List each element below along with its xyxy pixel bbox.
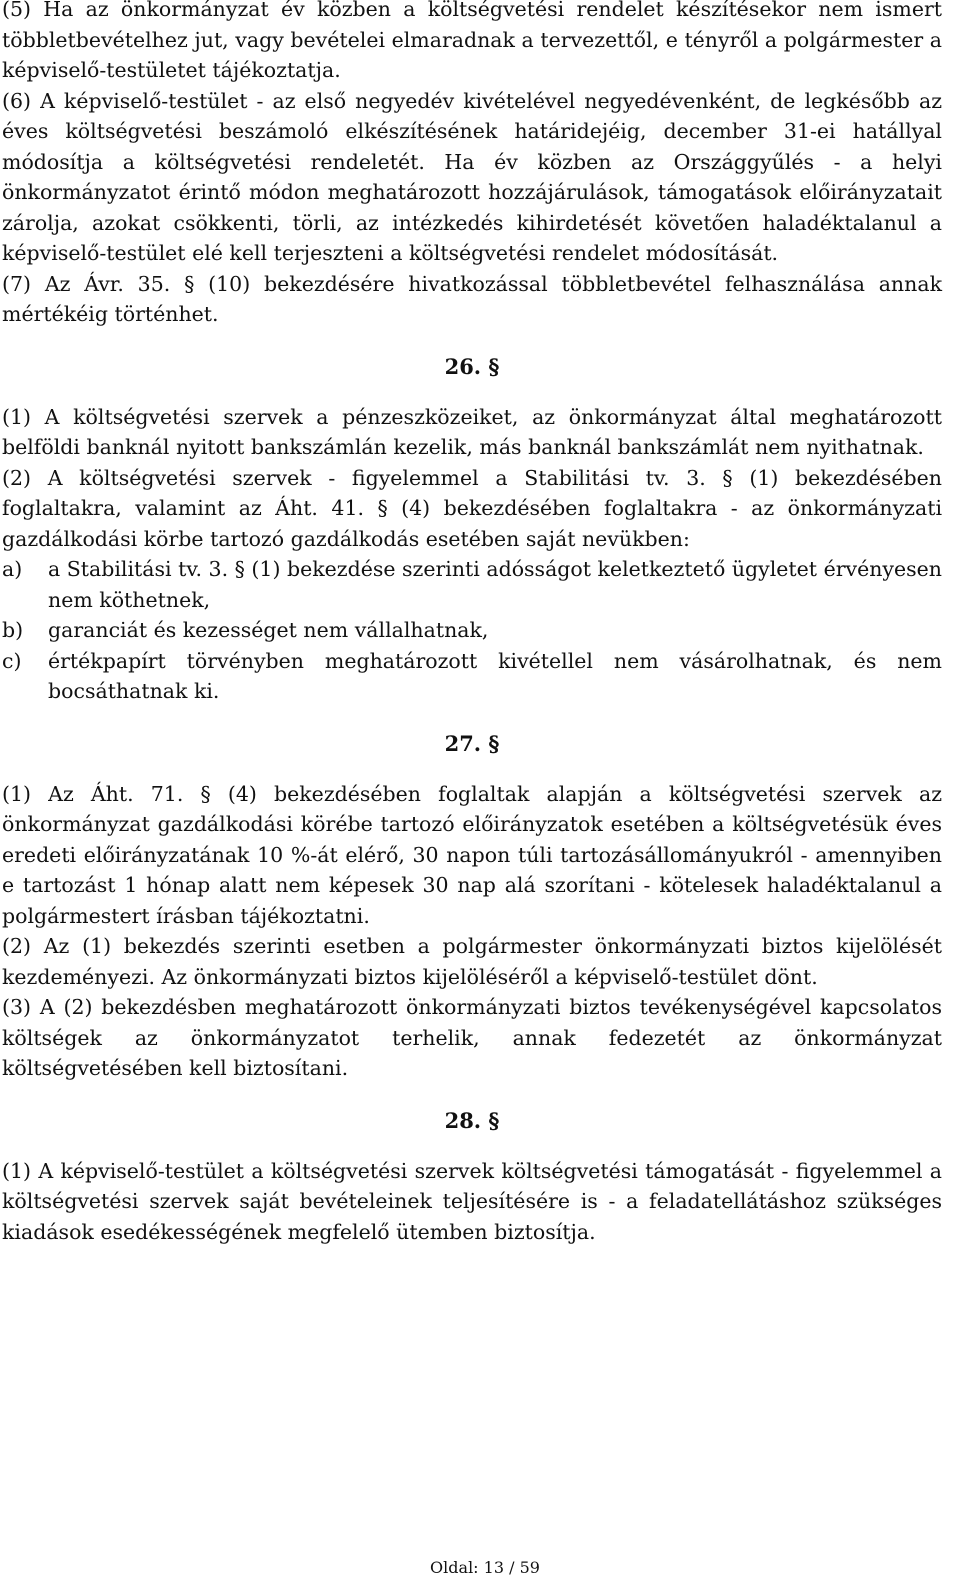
paragraph-7: (7) Az Ávr. 35. § (10) bekezdésére hivatkozással többletbevétel felhasználása annak mértékéig történhet. [2,271,942,326]
section-27-paragraph-1: (1) Az Áht. 71. § (4) bekezdésében foglaltak alapján a költségvetési szervek az önkormányzat gazdálkodási körébe tartozó előirányzatok esetében a költségvetésük éves eredeti előirányzatának 10 %-át elérő, 30 napon túli tartozásállományukról - amennyiben e tartozást 1 hónap alatt nem képesek 30 nap alá szorítani - kötelesek haladéktalanul a polgármestert írásban tájékoztatni. [2,781,942,928]
list-marker-c: c) [2,648,22,673]
paragraph-6: (6) A képviselő-testület - az első negyedév kivételével negyedévenként, de legkésőbb az éves költségvetési beszámoló elkészítésének határidejéig, december 31-ei hatállyal módosítja a költségvetési rendeletét. Ha év közben az Országgyűlés - a helyi önkormányzatot érintő módon meghatározott hozzájárulások, támogatások előirányzatait zárolja, azokat csökkenti, törli, az intézkedés kihirdetését követően haladéktalanul a képviselő-testület elé kell terjeszteni a költségvetési rendelet módosítását. [2,88,942,265]
list-text-c: értékpapírt törvényben meghatározott kivétellel nem vásárolhatnak, és nem bocsáthatnak ki. [48,648,942,703]
list-item-b [2,615,942,646]
section-26-paragraph-1: (1) A költségvetési szervek a pénzeszközeiket, az önkormányzat által meghatározott belföldi banknál nyitott bankszámlán kezelik, más banknál bankszámlát nem nyithatnak. [2,404,942,459]
list-marker-a: a) [2,557,23,581]
section-27-paragraph-3: (3) A (2) bekezdésben meghatározott önkormányzati biztos tevékenységével kapcsolatos költségek az önkormányzatot terhelik, annak fedezetét az önkormányzat költségvetésében kell biztosítani. [2,995,942,1080]
list-item-a [2,554,942,615]
section-27-paragraph-2: (2) Az (1) bekezdés szerinti esetben a polgármester önkormányzati biztos kijelölését kezdeményezi. Az önkormányzati biztos kijelöléséről a képviselő-testület dönt. [2,934,942,989]
list-text-a: a Stabilitási tv. 3. § (1) bekezdése szerinti adósságot keletkeztető ügyletet érvényesen nem köthetnek, [48,557,942,612]
list-text-b: garanciát és kezességet nem vállalhatnak, [48,618,489,642]
section-26-heading: 26. § [444,353,500,379]
list-marker-b: b) [2,618,24,642]
section-26-paragraph-2: (2) A költségvetési szervek - figyelemmel a Stabilitási tv. 3. § (1) bekezdésében foglaltakra, valamint az Áht. 41. § (4) bekezdésében foglaltakra - az önkormányzati gazdálkodási körbe tartozó gazdálkodás esetében saját nevükben: [2,465,942,551]
section-28-paragraph-1: (1) A képviselő-testület a költségvetési szervek költségvetési támogatását - figyelemmel a költségvetési szervek saját bevételeinek teljesítésére is - a feladatellátáshoz szükséges kiadások esedékességének megfelelő ütemben biztosítja. [2,1158,942,1244]
section-28-heading: 28. § [444,1107,500,1133]
list-item-c [2,646,942,707]
page-number-label: Oldal: 13 / 59 [430,1558,540,1577]
page-footer [0,1558,960,1577]
section-27-heading: 27. § [444,730,500,756]
paragraph-5: (5) Ha az önkormányzat év közben a költségvetési rendelet készítésekor nem ismert többletbevételhez jut, vagy bevételei elmaradnak a tervezettől, e tényről a polgármester a képviselő-testületet tájékoztatja. [2,0,942,82]
